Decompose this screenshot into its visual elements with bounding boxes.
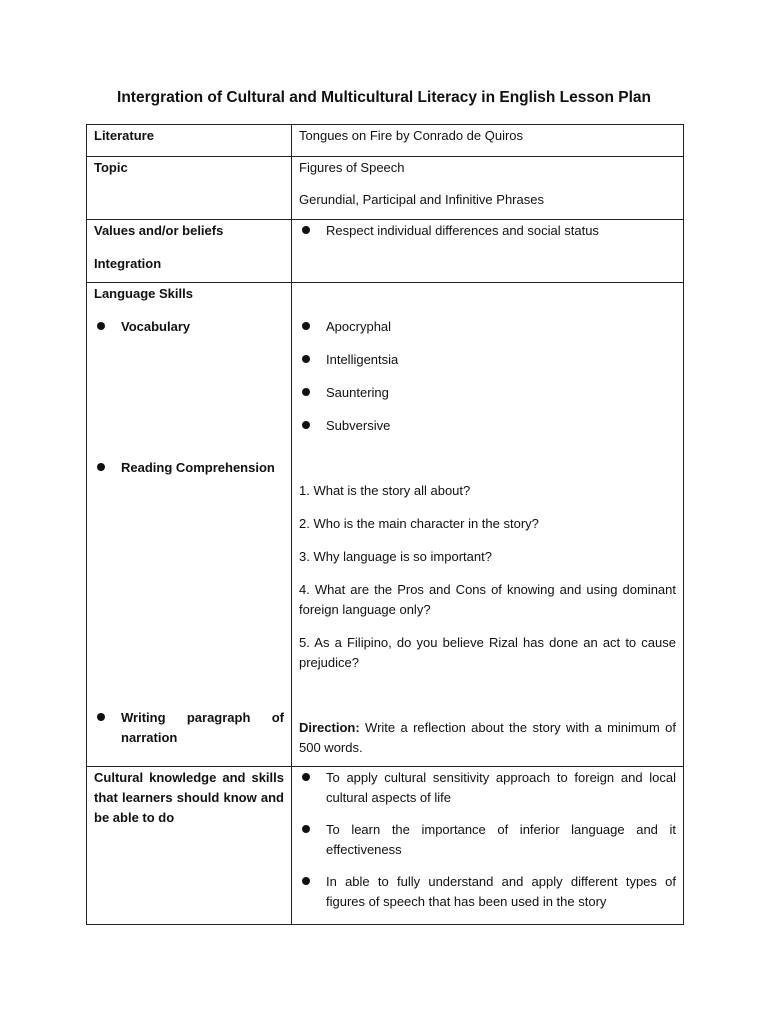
row-language-skills bbox=[87, 283, 684, 767]
row-cultural bbox=[87, 767, 684, 925]
question-item: 2. Who is the main character in the story? bbox=[299, 516, 539, 531]
values-label-line: Integration bbox=[94, 256, 162, 271]
bullet-icon bbox=[97, 322, 105, 330]
bullet-icon bbox=[97, 463, 105, 471]
reading-comprehension-label: Reading Comprehension bbox=[94, 458, 284, 478]
row-literature bbox=[87, 125, 684, 157]
topic-item: Gerundial, Participal and Infinitive Phrases bbox=[299, 192, 544, 207]
language-skills-label: Language Skills bbox=[94, 286, 193, 301]
list-item: To apply cultural sensitivity approach to foreign and local cultural aspects of life bbox=[299, 768, 676, 808]
question-item: 5. As a Filipino, do you believe Rizal has done an act to cause prejudice? bbox=[299, 635, 676, 670]
bullet-icon bbox=[302, 355, 310, 363]
language-skills-label-cell bbox=[87, 283, 292, 767]
question-item: 4. What are the Pros and Cons of knowing and using dominant foreign language only? bbox=[299, 582, 676, 617]
topic-label: Topic bbox=[87, 157, 292, 220]
cultural-label: Cultural knowledge and skills that learners should know and be able to do bbox=[94, 770, 284, 825]
list-item: To learn the importance of inferior language and it effectiveness bbox=[299, 820, 676, 860]
row-values bbox=[87, 220, 684, 283]
bullet-icon bbox=[302, 773, 310, 781]
bullet-icon bbox=[302, 226, 310, 234]
topic-value bbox=[292, 157, 684, 220]
cultural-label-cell bbox=[87, 767, 292, 925]
cultural-value bbox=[292, 767, 684, 925]
direction-text: Write a reflection about the story with a minimum of 500 words. bbox=[299, 720, 676, 755]
lesson-plan-table bbox=[86, 124, 684, 925]
vocabulary-word: Intelligentsia bbox=[299, 350, 676, 370]
language-skills-value bbox=[292, 283, 684, 767]
question-item: 3. Why language is so important? bbox=[299, 549, 492, 564]
vocabulary-word: Subversive bbox=[299, 416, 676, 436]
vocabulary-word: Sauntering bbox=[299, 383, 676, 403]
bullet-icon bbox=[302, 388, 310, 396]
row-topic bbox=[87, 157, 684, 220]
bullet-icon bbox=[97, 713, 105, 721]
document-title: Intergration of Cultural and Multicultural Literacy in English Lesson Plan bbox=[117, 89, 651, 106]
list-item: In able to fully understand and apply different types of figures of speech that has been used in the story bbox=[299, 872, 676, 912]
bullet-icon bbox=[302, 322, 310, 330]
list-item: Respect individual differences and social status bbox=[299, 221, 676, 241]
direction-label: Direction: bbox=[299, 720, 360, 735]
writing-direction bbox=[299, 718, 676, 758]
vocabulary-word: Apocryphal bbox=[299, 317, 676, 337]
values-value bbox=[292, 220, 684, 283]
vocabulary-label: Vocabulary bbox=[94, 317, 284, 337]
question-item: 1. What is the story all about? bbox=[299, 483, 471, 498]
literature-label: Literature bbox=[87, 125, 292, 157]
literature-value: Tongues on Fire by Conrado de Quiros bbox=[292, 125, 684, 157]
bullet-icon bbox=[302, 877, 310, 885]
values-label-line: Values and/or beliefs bbox=[94, 223, 224, 238]
bullet-icon bbox=[302, 421, 310, 429]
values-label bbox=[87, 220, 292, 283]
writing-label: Writing paragraph of narration bbox=[94, 708, 284, 748]
topic-item: Figures of Speech bbox=[299, 160, 405, 175]
bullet-icon bbox=[302, 825, 310, 833]
